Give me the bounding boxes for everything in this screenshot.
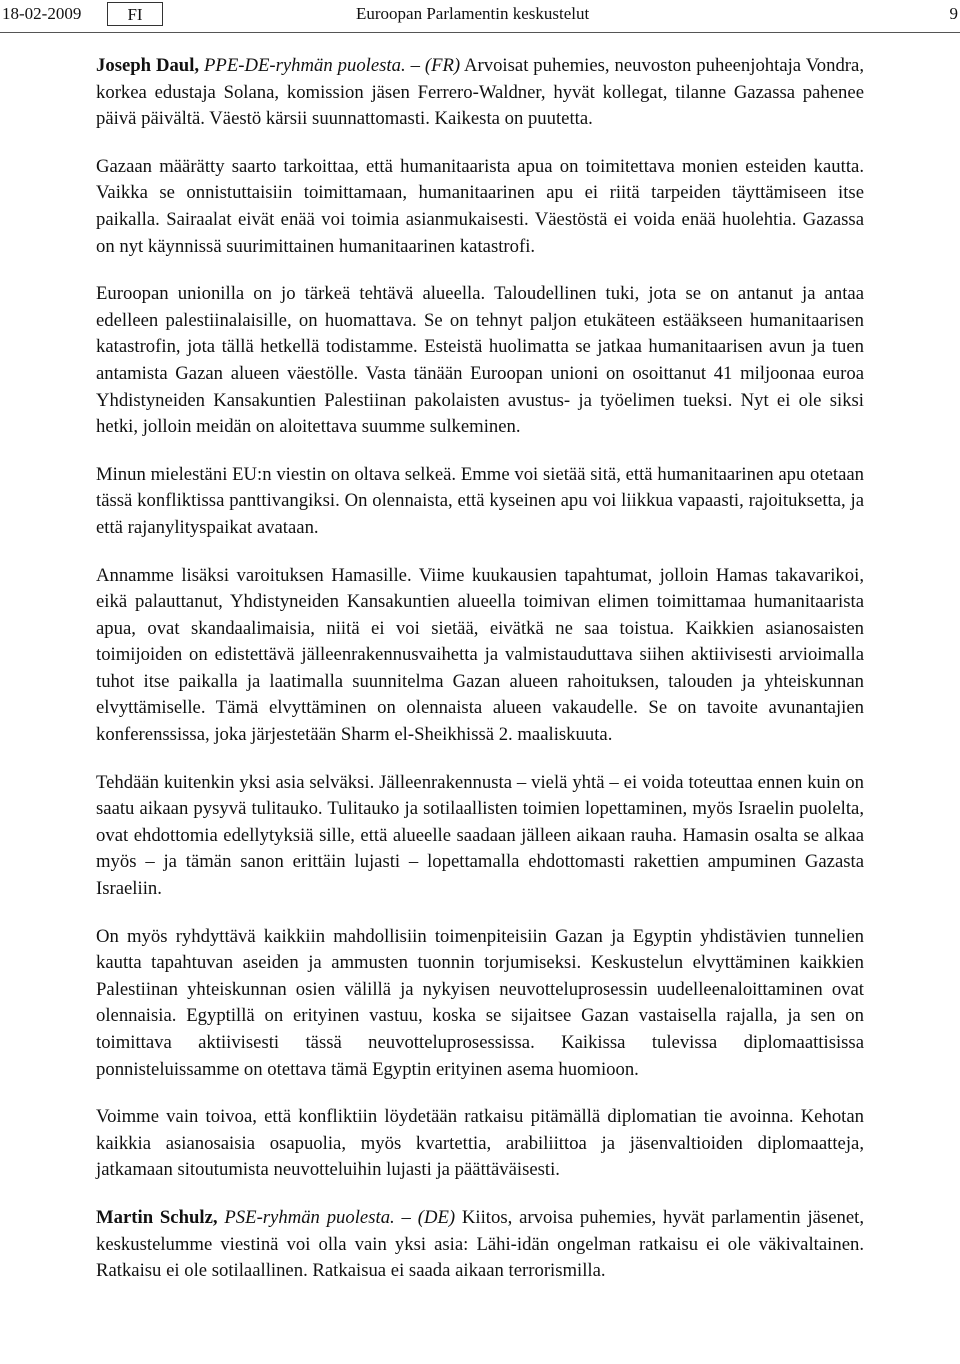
speech-daul-paragraph-8: Voimme vain toivoa, että konfliktiin löydetään ratkaisu pitämällä diplomatian tie avoinna. Kehotan kaikkia asianosaisia osapuolia, myös kvartettia, arabiliittoa ja jäsenvaltioiden diplomaatteja, jatkamaan sitoutumista neuvotteluihin lujasti ja päättäväisesti. bbox=[96, 1106, 864, 1181]
speech-daul-paragraph-7: On myös ryhdyttävä kaikkiin mahdollisiin toimenpiteisiin Gazan ja Egyptin yhdistävien tunnelien kautta tapahtuvan aseiden ja ammusten tuonnin torjumiseksi. Keskustelun elvyttäminen kaikkien Palestiinan yhteiskunnan osien välillä ja nykyisen neuvotteluprosessin uudelleenaloittaminen ovat olennaisia. Egyptillä on erityinen vastuu, koska se sijaitsee Gazan vastaisella rajalla, ja sen on toimittava aktiivisesti tässä neuvotteluprosessissa. Kaikissa tulevissa diplomaattisissa ponnisteluissamme on otettava tämä Egyptin erityinen asema huomioon. bbox=[96, 925, 864, 1080]
page-header bbox=[0, 0, 960, 33]
header-page-number: 9 bbox=[949, 4, 958, 23]
speech-language: (DE) bbox=[417, 1206, 456, 1228]
speech-daul-paragraph-3: Euroopan unionilla on jo tärkeä tehtävä alueella. Taloudellinen tuki, jota se on antanut ja antaa edelleen palestiinalaisille, on huomattava. Se on tehnyt paljon etukäteen estääkseen humanitaarisen katastrofin, jota tällä hetkellä todistamme. Esteistä huolimatta se jatkaa humanitaarisen avun ja tuen antamista Gazan alueen väestölle. Vasta tänään Euroopan unioni on osoittanut 41 miljoonaa euroa Yhdistyneiden Kansakuntien Palestiinan pakolaisten avustus- ja työelimen tueksi. Nyt ei ole siksi hetki, jolloin meidän on aloitettava suumme sulkeminen. bbox=[96, 283, 864, 438]
paragraph-text: Arvoisat puhemies, neuvoston puheenjohtaja Vondra, korkea edustaja Solana, komission jäsen Ferrero-Waldner, hyvät kollegat, tilanne Gazassa pahenee päivä päivältä. Väestö kärsii suunnattomasti. Kaikesta on puutetta. bbox=[96, 55, 864, 130]
speech-daul-paragraph-4: Minun mielestäni EU:n viestin on oltava selkeä. Emme voi sietää sitä, että humanitaarinen apu otetaan tässä konfliktissa panttivangiksi. On olennaista, että kyseinen apu voi liikkua vapaasti, rajoituksetta, ja että rajanylityspaikat avataan. bbox=[96, 463, 864, 538]
speaker-group: PPE-DE-ryhmän puolesta. bbox=[204, 55, 406, 76]
speech-language: (FR) bbox=[424, 55, 461, 76]
speech-daul-paragraph-1 bbox=[96, 53, 864, 133]
speech-schulz-paragraph-1 bbox=[96, 1205, 864, 1285]
speaker-name: Joseph Daul, bbox=[96, 55, 200, 76]
speech-daul-paragraph-6: Tehdään kuitenkin yksi asia selväksi. Jälleenrakennusta – vielä yhtä – ei voida toteuttaa ennen kuin on saatu aikaan pysyvä tulitauko. Tulitauko ja sotilaallisten toimien lopettaminen, myös Israelin puolelta, ovat ehdottomia edellytyksiä sille, että alueelle saadaan jälleen aikaan rauha. Hamasin osalta se alkaa myös – ja tämän sanon erittäin lujasti – lopettamalla ehdottomasti rakettien ampuminen Gazasta Israeliin. bbox=[96, 771, 864, 900]
speaker-group: PSE-ryhmän puolesta. bbox=[224, 1206, 395, 1228]
speech-dash: – bbox=[394, 1206, 418, 1228]
header-date: 18-02-2009 bbox=[2, 4, 82, 23]
debate-content bbox=[96, 53, 864, 1306]
paragraph-text: Kiitos, arvoisa puhemies, hyvät parlamentin jäsenet, keskustelumme viestinä voi olla vain yksi asia: Lähi-idän ongelman ratkaisu ei ole väkivaltainen. Ratkaisu ei ole sotilaallinen. Ratkaisua ei saada aikaan terrorismilla. bbox=[96, 1206, 865, 1282]
speech-daul-paragraph-5: Annamme lisäksi varoituksen Hamasille. Viime kuukausien tapahtumat, jolloin Hamas takavarikoi, eikä palauttanut, Yhdistyneiden Kansakuntien alueella toimivan elimen toimittamaa humanitaarista apua, ovat skandaalimaisia, niitä ei voi sietää, eivätkä ne saa toistua. Kaikkien asianosaisten toimijoiden on edistettävä jälleenrakennusvaihetta ja valmistauduttava siihen aktiivisesti arvioimalla tuhot itse paikalla ja laatimalla suunnitelma Gazan alueen rahoituksen, talouden ja yhteiskunnan elvyttämiselle. Tämä elvyttäminen on olennaista alueen vakaudelle. Se on tavoite avunantajien konferenssissa, joka järjestetään Sharm el-Sheikhissä 2. maaliskuuta. bbox=[96, 564, 864, 746]
speech-dash: – bbox=[405, 55, 425, 76]
header-language-badge: FI bbox=[107, 2, 163, 26]
speaker-name: Martin Schulz, bbox=[96, 1206, 218, 1228]
header-title: Euroopan Parlamentin keskustelut bbox=[356, 4, 590, 23]
speech-daul-paragraph-2: Gazaan määrätty saarto tarkoittaa, että humanitaarista apua on toimitettava monien esteiden kautta. Vaikka se onnistuttaisiin toimittamaan, humanitaarinen apu ei riitä tarpeiden täyttämiseen itse paikalla. Sairaalat eivät enää voi toimia asianmukaisesti. Väestöstä ei voida enää huolehtia. Gazassa on nyt käynnissä suurimittainen humanitaarinen katastrofi. bbox=[96, 155, 864, 257]
